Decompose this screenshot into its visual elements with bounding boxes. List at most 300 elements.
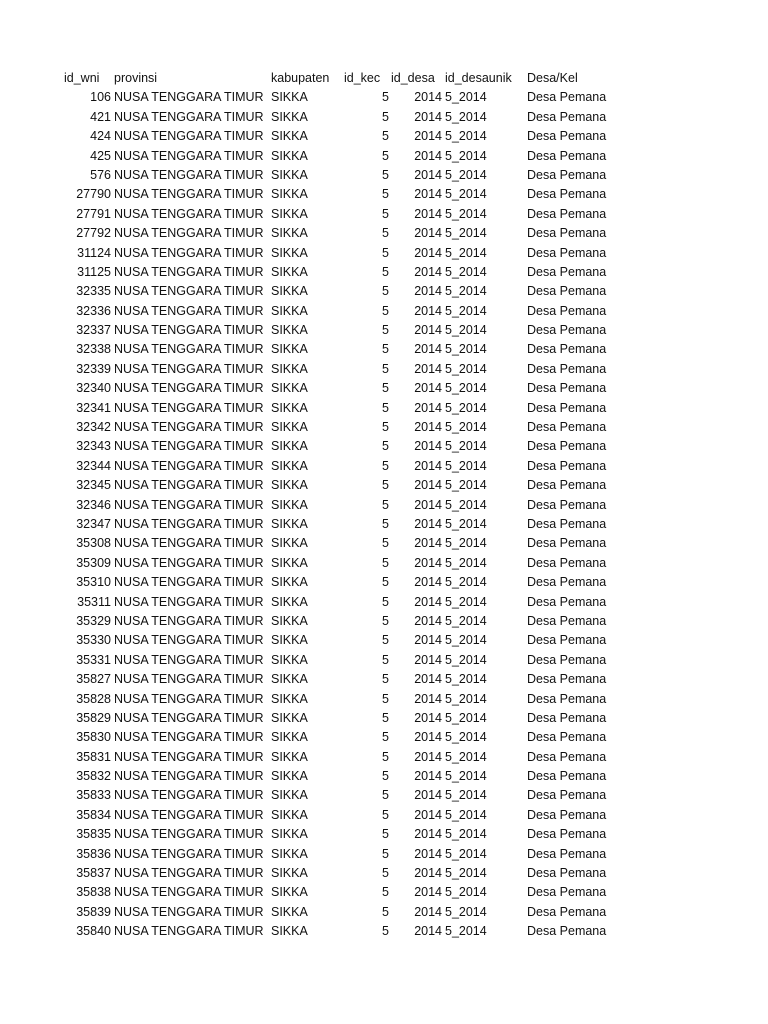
cell-id-wni: 35837 — [76, 866, 111, 881]
cell-id-wni: 421 — [90, 109, 111, 124]
cell-id-desa: 2014 — [414, 478, 442, 493]
cell-provinsi: NUSA TENGGARA TIMUR — [114, 885, 264, 900]
cell-id-desaunik: 5_2014 — [445, 342, 487, 357]
cell-id-desaunik: 5_2014 — [445, 555, 487, 570]
table-row — [0, 631, 768, 650]
cell-id-wni: 32347 — [76, 516, 111, 531]
table-row — [0, 690, 768, 709]
cell-kabupaten: SIKKA — [271, 206, 308, 221]
cell-desa-kel: Desa Pemana — [527, 827, 607, 842]
cell-kabupaten: SIKKA — [271, 885, 308, 900]
cell-provinsi: NUSA TENGGARA TIMUR — [114, 613, 264, 628]
cell-provinsi: NUSA TENGGARA TIMUR — [114, 672, 264, 687]
cell-id-kec: 5 — [382, 167, 389, 182]
cell-id-desaunik: 5_2014 — [445, 458, 487, 473]
cell-kabupaten: SIKKA — [271, 478, 308, 493]
cell-desa-kel: Desa Pemana — [527, 206, 607, 221]
cell-provinsi: NUSA TENGGARA TIMUR — [114, 342, 264, 357]
cell-provinsi: NUSA TENGGARA TIMUR — [114, 400, 264, 415]
table-row — [0, 573, 768, 592]
cell-id-desaunik: 5_2014 — [445, 167, 487, 182]
cell-kabupaten: SIKKA — [271, 807, 308, 822]
cell-id-desaunik: 5_2014 — [445, 400, 487, 415]
cell-desa-kel: Desa Pemana — [527, 769, 607, 784]
cell-id-wni: 32336 — [76, 303, 111, 318]
table-row — [0, 554, 768, 573]
cell-id-wni: 27790 — [76, 187, 111, 202]
cell-id-desa: 2014 — [414, 710, 442, 725]
cell-id-desa: 2014 — [414, 381, 442, 396]
cell-id-desa: 2014 — [414, 555, 442, 570]
cell-provinsi: NUSA TENGGARA TIMUR — [114, 361, 264, 376]
cell-id-kec: 5 — [382, 885, 389, 900]
cell-id-wni: 35309 — [76, 555, 111, 570]
cell-id-desaunik: 5_2014 — [445, 769, 487, 784]
cell-kabupaten: SIKKA — [271, 284, 308, 299]
table-row — [0, 883, 768, 902]
cell-id-desaunik: 5_2014 — [445, 90, 487, 105]
cell-id-kec: 5 — [382, 206, 389, 221]
cell-id-desaunik: 5_2014 — [445, 516, 487, 531]
cell-provinsi: NUSA TENGGARA TIMUR — [114, 264, 264, 279]
cell-id-desa: 2014 — [414, 361, 442, 376]
cell-id-wni: 35840 — [76, 924, 111, 939]
cell-kabupaten: SIKKA — [271, 652, 308, 667]
cell-id-desa: 2014 — [414, 827, 442, 842]
cell-id-kec: 5 — [382, 342, 389, 357]
cell-id-wni: 35835 — [76, 827, 111, 842]
cell-desa-kel: Desa Pemana — [527, 478, 607, 493]
cell-kabupaten: SIKKA — [271, 769, 308, 784]
cell-desa-kel: Desa Pemana — [527, 885, 607, 900]
cell-id-desa: 2014 — [414, 769, 442, 784]
cell-id-desa: 2014 — [414, 167, 442, 182]
cell-id-desaunik: 5_2014 — [445, 807, 487, 822]
cell-id-kec: 5 — [382, 245, 389, 260]
cell-id-desa: 2014 — [414, 866, 442, 881]
cell-kabupaten: SIKKA — [271, 691, 308, 706]
cell-kabupaten: SIKKA — [271, 536, 308, 551]
cell-desa-kel: Desa Pemana — [527, 672, 607, 687]
cell-id-desa: 2014 — [414, 342, 442, 357]
cell-desa-kel: Desa Pemana — [527, 594, 607, 609]
cell-id-wni: 32346 — [76, 497, 111, 512]
cell-provinsi: NUSA TENGGARA TIMUR — [114, 575, 264, 590]
cell-id-desaunik: 5_2014 — [445, 148, 487, 163]
cell-id-wni: 32344 — [76, 458, 111, 473]
cell-desa-kel: Desa Pemana — [527, 691, 607, 706]
cell-provinsi: NUSA TENGGARA TIMUR — [114, 866, 264, 881]
cell-id-kec: 5 — [382, 303, 389, 318]
cell-id-wni: 27791 — [76, 206, 111, 221]
cell-provinsi: NUSA TENGGARA TIMUR — [114, 90, 264, 105]
cell-id-desaunik: 5_2014 — [445, 109, 487, 124]
cell-id-kec: 5 — [382, 516, 389, 531]
table-row — [0, 728, 768, 747]
cell-id-wni: 32340 — [76, 381, 111, 396]
cell-desa-kel: Desa Pemana — [527, 536, 607, 551]
cell-id-desaunik: 5_2014 — [445, 924, 487, 939]
cell-id-desaunik: 5_2014 — [445, 691, 487, 706]
cell-kabupaten: SIKKA — [271, 361, 308, 376]
table-row — [0, 922, 768, 941]
cell-id-desaunik: 5_2014 — [445, 594, 487, 609]
cell-id-desa: 2014 — [414, 206, 442, 221]
table-row — [0, 670, 768, 689]
cell-desa-kel: Desa Pemana — [527, 866, 607, 881]
table-header-row — [0, 69, 768, 88]
table-row — [0, 263, 768, 282]
cell-provinsi: NUSA TENGGARA TIMUR — [114, 516, 264, 531]
cell-id-desa: 2014 — [414, 226, 442, 241]
cell-id-wni: 27792 — [76, 226, 111, 241]
cell-provinsi: NUSA TENGGARA TIMUR — [114, 710, 264, 725]
cell-id-kec: 5 — [382, 866, 389, 881]
cell-kabupaten: SIKKA — [271, 633, 308, 648]
cell-id-desaunik: 5_2014 — [445, 749, 487, 764]
header-id-desa: id_desa — [391, 71, 435, 85]
cell-id-desaunik: 5_2014 — [445, 788, 487, 803]
table-row — [0, 88, 768, 107]
cell-desa-kel: Desa Pemana — [527, 924, 607, 939]
cell-id-desa: 2014 — [414, 536, 442, 551]
cell-id-kec: 5 — [382, 400, 389, 415]
cell-id-wni: 35827 — [76, 672, 111, 687]
cell-id-desa: 2014 — [414, 885, 442, 900]
cell-desa-kel: Desa Pemana — [527, 381, 607, 396]
cell-provinsi: NUSA TENGGARA TIMUR — [114, 303, 264, 318]
cell-id-desa: 2014 — [414, 458, 442, 473]
cell-id-wni: 35329 — [76, 613, 111, 628]
cell-kabupaten: SIKKA — [271, 439, 308, 454]
cell-provinsi: NUSA TENGGARA TIMUR — [114, 536, 264, 551]
table-row — [0, 360, 768, 379]
cell-kabupaten: SIKKA — [271, 516, 308, 531]
cell-provinsi: NUSA TENGGARA TIMUR — [114, 730, 264, 745]
cell-id-desa: 2014 — [414, 439, 442, 454]
cell-kabupaten: SIKKA — [271, 458, 308, 473]
cell-id-wni: 32337 — [76, 323, 111, 338]
cell-id-kec: 5 — [382, 807, 389, 822]
cell-id-desa: 2014 — [414, 400, 442, 415]
cell-id-desa: 2014 — [414, 497, 442, 512]
cell-desa-kel: Desa Pemana — [527, 323, 607, 338]
cell-id-kec: 5 — [382, 827, 389, 842]
cell-id-desaunik: 5_2014 — [445, 420, 487, 435]
cell-provinsi: NUSA TENGGARA TIMUR — [114, 323, 264, 338]
cell-id-desa: 2014 — [414, 284, 442, 299]
cell-kabupaten: SIKKA — [271, 710, 308, 725]
table-row — [0, 437, 768, 456]
cell-desa-kel: Desa Pemana — [527, 245, 607, 260]
cell-desa-kel: Desa Pemana — [527, 284, 607, 299]
cell-id-desa: 2014 — [414, 109, 442, 124]
cell-id-desa: 2014 — [414, 691, 442, 706]
cell-kabupaten: SIKKA — [271, 866, 308, 881]
cell-desa-kel: Desa Pemana — [527, 167, 607, 182]
cell-id-desa: 2014 — [414, 788, 442, 803]
cell-kabupaten: SIKKA — [271, 827, 308, 842]
table-row — [0, 651, 768, 670]
cell-desa-kel: Desa Pemana — [527, 187, 607, 202]
header-desa-kel: Desa/Kel — [527, 71, 578, 85]
cell-kabupaten: SIKKA — [271, 303, 308, 318]
cell-desa-kel: Desa Pemana — [527, 555, 607, 570]
cell-id-kec: 5 — [382, 109, 389, 124]
cell-desa-kel: Desa Pemana — [527, 342, 607, 357]
cell-id-kec: 5 — [382, 284, 389, 299]
cell-id-desaunik: 5_2014 — [445, 187, 487, 202]
cell-kabupaten: SIKKA — [271, 924, 308, 939]
cell-id-desaunik: 5_2014 — [445, 323, 487, 338]
table-row — [0, 496, 768, 515]
cell-provinsi: NUSA TENGGARA TIMUR — [114, 769, 264, 784]
cell-kabupaten: SIKKA — [271, 323, 308, 338]
cell-desa-kel: Desa Pemana — [527, 264, 607, 279]
cell-desa-kel: Desa Pemana — [527, 788, 607, 803]
cell-kabupaten: SIKKA — [271, 497, 308, 512]
cell-provinsi: NUSA TENGGARA TIMUR — [114, 206, 264, 221]
cell-desa-kel: Desa Pemana — [527, 129, 607, 144]
cell-id-wni: 35331 — [76, 652, 111, 667]
table-row — [0, 612, 768, 631]
cell-id-desa: 2014 — [414, 303, 442, 318]
table-row — [0, 224, 768, 243]
cell-id-wni: 31125 — [77, 264, 111, 279]
cell-kabupaten: SIKKA — [271, 381, 308, 396]
cell-id-desa: 2014 — [414, 749, 442, 764]
cell-id-desaunik: 5_2014 — [445, 536, 487, 551]
cell-kabupaten: SIKKA — [271, 613, 308, 628]
table-row — [0, 806, 768, 825]
cell-id-kec: 5 — [382, 478, 389, 493]
header-provinsi: provinsi — [114, 71, 158, 85]
cell-id-wni: 35311 — [77, 594, 111, 609]
cell-id-desa: 2014 — [414, 652, 442, 667]
cell-id-kec: 5 — [382, 710, 389, 725]
cell-id-kec: 5 — [382, 575, 389, 590]
cell-id-wni: 35834 — [76, 807, 111, 822]
table-row — [0, 864, 768, 883]
table-row — [0, 709, 768, 728]
cell-kabupaten: SIKKA — [271, 788, 308, 803]
cell-id-desaunik: 5_2014 — [445, 497, 487, 512]
cell-provinsi: NUSA TENGGARA TIMUR — [114, 148, 264, 163]
cell-id-desaunik: 5_2014 — [445, 613, 487, 628]
cell-id-wni: 35308 — [76, 536, 111, 551]
cell-id-desaunik: 5_2014 — [445, 827, 487, 842]
cell-id-desa: 2014 — [414, 90, 442, 105]
cell-id-desaunik: 5_2014 — [445, 633, 487, 648]
table-row — [0, 127, 768, 146]
cell-desa-kel: Desa Pemana — [527, 613, 607, 628]
cell-desa-kel: Desa Pemana — [527, 109, 607, 124]
cell-provinsi: NUSA TENGGARA TIMUR — [114, 129, 264, 144]
cell-id-wni: 35828 — [76, 691, 111, 706]
cell-id-wni: 32342 — [76, 420, 111, 435]
cell-id-desaunik: 5_2014 — [445, 652, 487, 667]
cell-id-wni: 32341 — [76, 400, 111, 415]
cell-id-desaunik: 5_2014 — [445, 245, 487, 260]
cell-id-desaunik: 5_2014 — [445, 710, 487, 725]
cell-id-kec: 5 — [382, 691, 389, 706]
table-row — [0, 340, 768, 359]
cell-id-desaunik: 5_2014 — [445, 885, 487, 900]
cell-id-wni: 35831 — [76, 749, 111, 764]
cell-provinsi: NUSA TENGGARA TIMUR — [114, 827, 264, 842]
cell-desa-kel: Desa Pemana — [527, 652, 607, 667]
cell-id-wni: 32338 — [76, 342, 111, 357]
cell-desa-kel: Desa Pemana — [527, 361, 607, 376]
table-row — [0, 166, 768, 185]
cell-id-wni: 32335 — [76, 284, 111, 299]
cell-provinsi: NUSA TENGGARA TIMUR — [114, 478, 264, 493]
cell-kabupaten: SIKKA — [271, 90, 308, 105]
cell-provinsi: NUSA TENGGARA TIMUR — [114, 924, 264, 939]
cell-id-kec: 5 — [382, 497, 389, 512]
cell-kabupaten: SIKKA — [271, 846, 308, 861]
cell-id-wni: 35832 — [76, 769, 111, 784]
cell-provinsi: NUSA TENGGARA TIMUR — [114, 807, 264, 822]
table-row — [0, 845, 768, 864]
table-row — [0, 302, 768, 321]
cell-id-wni: 35836 — [76, 846, 111, 861]
cell-id-kec: 5 — [382, 264, 389, 279]
cell-kabupaten: SIKKA — [271, 400, 308, 415]
cell-provinsi: NUSA TENGGARA TIMUR — [114, 187, 264, 202]
cell-id-kec: 5 — [382, 381, 389, 396]
cell-id-kec: 5 — [382, 148, 389, 163]
cell-provinsi: NUSA TENGGARA TIMUR — [114, 439, 264, 454]
table-row — [0, 534, 768, 553]
cell-id-wni: 35310 — [76, 575, 111, 590]
cell-provinsi: NUSA TENGGARA TIMUR — [114, 691, 264, 706]
cell-id-wni: 35838 — [76, 885, 111, 900]
cell-id-wni: 32339 — [76, 361, 111, 376]
cell-id-wni: 35330 — [76, 633, 111, 648]
table-row — [0, 825, 768, 844]
cell-id-desaunik: 5_2014 — [445, 381, 487, 396]
cell-id-wni: 32343 — [76, 439, 111, 454]
cell-provinsi: NUSA TENGGARA TIMUR — [114, 846, 264, 861]
cell-id-desaunik: 5_2014 — [445, 866, 487, 881]
cell-kabupaten: SIKKA — [271, 167, 308, 182]
cell-id-desaunik: 5_2014 — [445, 439, 487, 454]
cell-kabupaten: SIKKA — [271, 129, 308, 144]
cell-kabupaten: SIKKA — [271, 109, 308, 124]
cell-id-kec: 5 — [382, 788, 389, 803]
table-row — [0, 476, 768, 495]
table-row — [0, 767, 768, 786]
cell-id-desa: 2014 — [414, 575, 442, 590]
cell-desa-kel: Desa Pemana — [527, 730, 607, 745]
cell-desa-kel: Desa Pemana — [527, 90, 607, 105]
cell-desa-kel: Desa Pemana — [527, 458, 607, 473]
cell-id-desa: 2014 — [414, 420, 442, 435]
cell-id-desa: 2014 — [414, 516, 442, 531]
cell-provinsi: NUSA TENGGARA TIMUR — [114, 904, 264, 919]
cell-kabupaten: SIKKA — [271, 730, 308, 745]
cell-id-desaunik: 5_2014 — [445, 303, 487, 318]
cell-id-desa: 2014 — [414, 846, 442, 861]
table-row — [0, 282, 768, 301]
cell-id-wni: 31124 — [77, 245, 111, 260]
cell-id-desa: 2014 — [414, 730, 442, 745]
cell-id-wni: 424 — [90, 129, 111, 144]
cell-id-desaunik: 5_2014 — [445, 206, 487, 221]
cell-kabupaten: SIKKA — [271, 264, 308, 279]
cell-provinsi: NUSA TENGGARA TIMUR — [114, 594, 264, 609]
cell-provinsi: NUSA TENGGARA TIMUR — [114, 109, 264, 124]
cell-id-kec: 5 — [382, 439, 389, 454]
table-row — [0, 748, 768, 767]
cell-provinsi: NUSA TENGGARA TIMUR — [114, 652, 264, 667]
cell-id-desa: 2014 — [414, 187, 442, 202]
cell-id-desaunik: 5_2014 — [445, 226, 487, 241]
cell-kabupaten: SIKKA — [271, 904, 308, 919]
cell-kabupaten: SIKKA — [271, 187, 308, 202]
cell-id-kec: 5 — [382, 323, 389, 338]
cell-desa-kel: Desa Pemana — [527, 420, 607, 435]
header-kabupaten: kabupaten — [271, 71, 330, 85]
cell-id-kec: 5 — [382, 458, 389, 473]
table-row — [0, 515, 768, 534]
cell-id-desaunik: 5_2014 — [445, 478, 487, 493]
cell-id-desa: 2014 — [414, 613, 442, 628]
cell-kabupaten: SIKKA — [271, 575, 308, 590]
cell-id-desaunik: 5_2014 — [445, 129, 487, 144]
cell-id-desa: 2014 — [414, 245, 442, 260]
cell-provinsi: NUSA TENGGARA TIMUR — [114, 420, 264, 435]
cell-id-desa: 2014 — [414, 924, 442, 939]
cell-desa-kel: Desa Pemana — [527, 846, 607, 861]
cell-id-wni: 106 — [90, 90, 111, 105]
cell-desa-kel: Desa Pemana — [527, 226, 607, 241]
header-id-wni: id_wni — [64, 71, 100, 85]
cell-id-kec: 5 — [382, 924, 389, 939]
cell-id-desa: 2014 — [414, 264, 442, 279]
cell-kabupaten: SIKKA — [271, 148, 308, 163]
cell-id-kec: 5 — [382, 129, 389, 144]
cell-id-kec: 5 — [382, 226, 389, 241]
cell-provinsi: NUSA TENGGARA TIMUR — [114, 497, 264, 512]
cell-desa-kel: Desa Pemana — [527, 749, 607, 764]
cell-desa-kel: Desa Pemana — [527, 516, 607, 531]
cell-id-wni: 35839 — [76, 904, 111, 919]
cell-provinsi: NUSA TENGGARA TIMUR — [114, 226, 264, 241]
table-row — [0, 244, 768, 263]
cell-desa-kel: Desa Pemana — [527, 710, 607, 725]
cell-desa-kel: Desa Pemana — [527, 904, 607, 919]
cell-id-desaunik: 5_2014 — [445, 284, 487, 299]
cell-id-kec: 5 — [382, 769, 389, 784]
cell-id-kec: 5 — [382, 846, 389, 861]
cell-id-kec: 5 — [382, 555, 389, 570]
cell-id-kec: 5 — [382, 361, 389, 376]
table-body — [0, 88, 768, 941]
cell-id-kec: 5 — [382, 613, 389, 628]
table-row — [0, 786, 768, 805]
cell-id-desa: 2014 — [414, 633, 442, 648]
table-row — [0, 457, 768, 476]
table-row — [0, 321, 768, 340]
cell-id-desaunik: 5_2014 — [445, 904, 487, 919]
cell-id-wni: 576 — [90, 167, 111, 182]
cell-id-kec: 5 — [382, 652, 389, 667]
cell-id-kec: 5 — [382, 749, 389, 764]
cell-provinsi: NUSA TENGGARA TIMUR — [114, 633, 264, 648]
table-row — [0, 399, 768, 418]
